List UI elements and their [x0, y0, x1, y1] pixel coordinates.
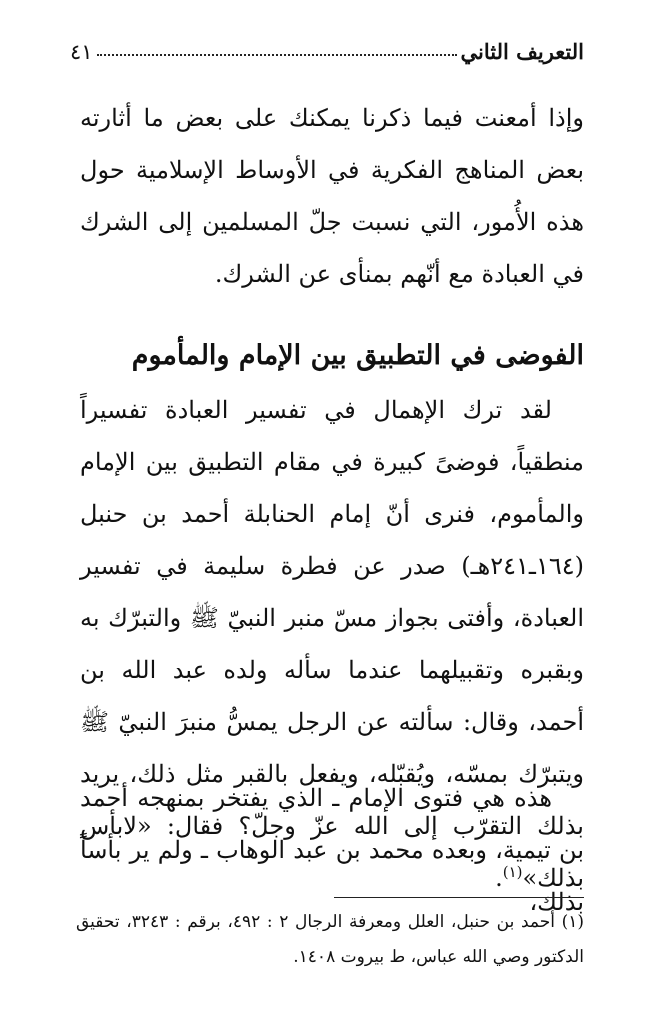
- paragraph-fatwa-text: لقد ترك الإهمال في تفسير العبادة تفسيراً منطقياً، فوضىً كبيرة في مقام التطبيق بين الإمام والمأموم، فنرى أنّ إمام الحنابلة أحمد بن حنبل (١٦٤ـ٢٤١هـ) صدر عن فطرة سليمة في تفسير العبادة، وأفتى بجواز مسّ منبر النبيّ ﷺ والتبرّك به وبقبره وتقبيلهما عندما سأله ولده عبد الله بن أحمد، وقال: سألته عن الرجل يمسُّ منبرَ النبيّ ﷺ ويتبرّك بمسّه، ويُقبّله، ويفعل بالقبر مثل ذلك، يريد بذلك التقرّب إلى الله عزّ وجلّ؟ فقال: «لابأس بذلك»: [80, 396, 584, 892]
- section-heading: الفوضى في التطبيق بين الإمام والمأموم: [131, 340, 584, 371]
- header-dot-leader: [97, 54, 457, 56]
- page-number: ٤١: [70, 40, 93, 64]
- paragraph-fatwa-end: .: [495, 864, 503, 892]
- footnote-reference: (١): [502, 863, 523, 881]
- chapter-title: التعريف الثاني: [460, 39, 584, 64]
- paragraph-intro: وإذا أمعنت فيما ذكرنا يمكنك على بعض ما أثارته بعض المناهج الفكرية في الأوساط الإسلامية حول هذه الأُمور، التي نسبت جلّ المسلمين إلى الشرك في العبادة مع أنّهم بمنأى عن الشرك.: [80, 104, 584, 288]
- paragraph-continuation: هذه هي فتوى الإمام ـ الذي يفتخر بمنهجه أحمد بن تيمية، وبعده محمد بن عبد الوهاب ـ ولم ير بأساً بذلك،: [80, 784, 584, 916]
- footnote: (١) أحمد بن حنبل، العلل ومعرفة الرجال ٢ : ٤٩٢، برقم : ٣٢٤٣، تحقيق الدكتور وصي الله عباس، ط بيروت ١٤٠٨.: [76, 912, 584, 967]
- footnote-separator: [334, 897, 584, 898]
- running-header: [70, 30, 584, 64]
